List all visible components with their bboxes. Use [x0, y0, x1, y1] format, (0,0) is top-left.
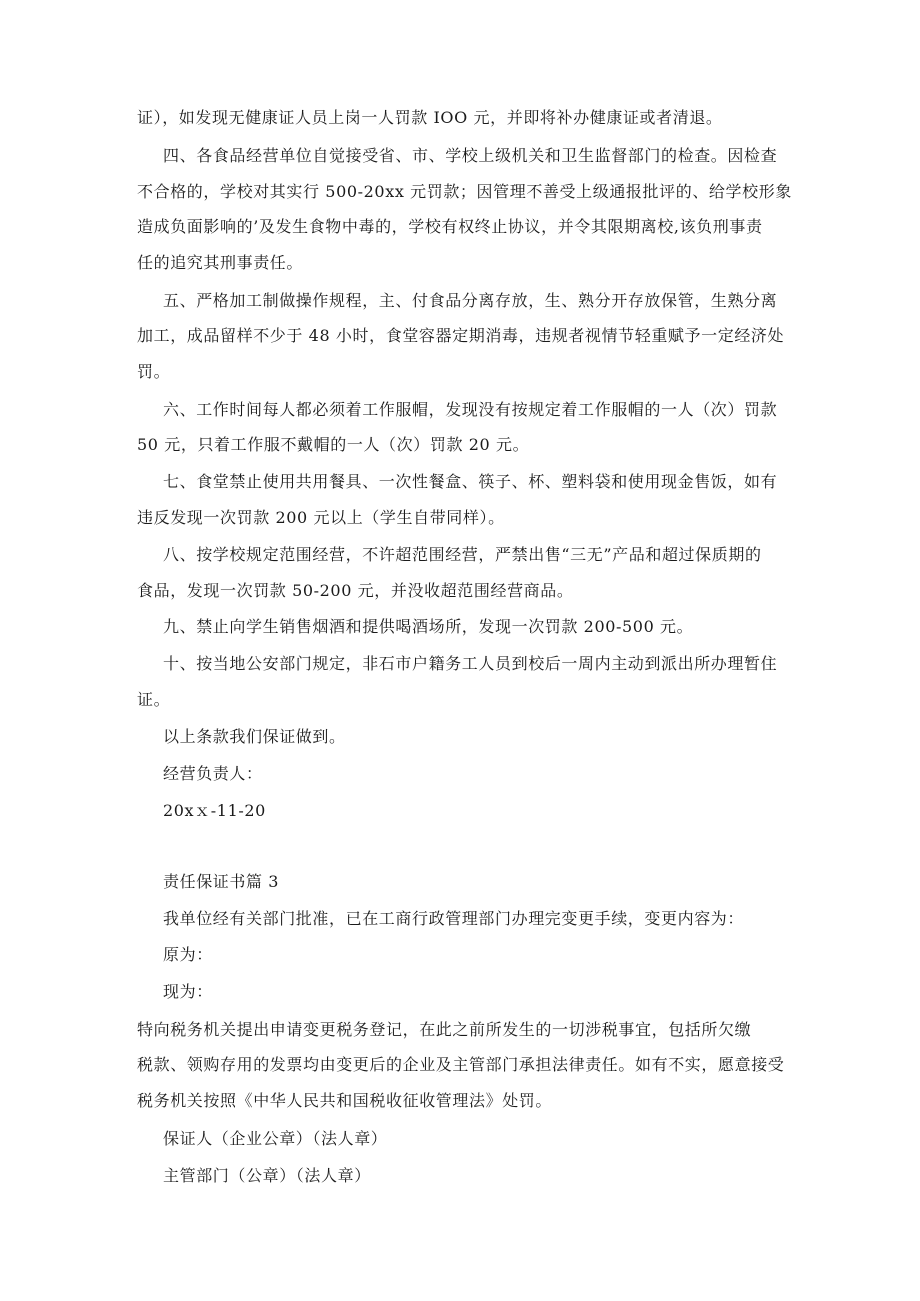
text-line: 现为：	[163, 982, 213, 1001]
text-line: 不合格的，学校对其实行 500-20xx 元罚款；因管理不善受上级通报批评的、给学校形象	[137, 182, 792, 201]
text-line: 证。	[137, 690, 171, 709]
text-line: 以上条款我们保证做到。	[163, 727, 346, 746]
text-line: 50 元，只着工作服不戴帽的一人（次）罚款 20 元。	[137, 435, 530, 454]
text-line: 罚。	[137, 362, 171, 381]
text-line: 七、食堂禁止使用共用餐具、一次性餐盒、筷子、杯、塑料袋和使用现金售饭，如有	[163, 472, 778, 491]
date-line: 20xｘ-11-20	[163, 801, 266, 820]
text-line: 原为：	[163, 945, 213, 964]
text-line: 证），如发现无健康证人员上岗一人罚款 IOO 元，并即将补办健康证或者清退。	[137, 108, 723, 127]
text-line: 加工，成品留样不少于 48 小时，食堂容器定期消毒，违规者视情节轻重赋予一定经济处	[137, 326, 785, 345]
text-line: 造成负面影响的’及发生食物中毒的，学校有权终止协议，并令其限期离校,该负刑事责	[137, 217, 763, 236]
text-line: 特向税务机关提出申请变更税务登记，在此之前所发生的一切涉税事宜，包括所欠缴	[137, 1020, 752, 1039]
text-line: 违反发现一次罚款 200 元以上（学生自带同样）。	[137, 508, 505, 527]
text-line: 税务机关按照《中华人民共和国税收征收管理法》处罚。	[137, 1091, 553, 1110]
text-line: 我单位经有关部门批准，已在工商行政管理部门办理完变更手续，变更内容为：	[163, 909, 745, 928]
text-line: 食品，发现一次罚款 50-200 元，并没收超范围经营商品。	[137, 581, 574, 600]
section-title: 责任保证书篇 3	[163, 872, 280, 891]
text-line: 六、工作时间每人都必须着工作服帽，发现没有按规定着工作服帽的一人（次）罚款	[163, 400, 778, 419]
text-line: 任的追究其刑事责任。	[137, 253, 304, 272]
text-line: 经营负责人：	[163, 764, 263, 783]
text-line: 税款、领购存用的发票均由变更后的企业及主管部门承担法律责任。如有不实，愿意接受	[137, 1055, 785, 1074]
text-line: 十、按当地公安部门规定，非石市户籍务工人员到校后一周内主动到派出所办理暂住	[163, 654, 778, 673]
text-line: 保证人（企业公章）（法人章）	[163, 1129, 388, 1148]
text-line: 主管部门（公章）（法人章）	[163, 1166, 371, 1185]
text-line: 四、各食品经营单位自觉接受省、市、学校上级机关和卫生监督部门的检查。因检查	[163, 146, 778, 165]
text-line: 五、严格加工制做操作规程，主、付食品分离存放，生、熟分开存放保管，生熟分离	[163, 291, 778, 310]
text-line: 九、禁止向学生销售烟酒和提供喝酒场所，发现一次罚款 200-500 元。	[163, 617, 694, 636]
text-line: 八、按学校规定范围经营，不许超范围经营，严禁出售“三无”产品和超过保质期的	[163, 545, 762, 564]
